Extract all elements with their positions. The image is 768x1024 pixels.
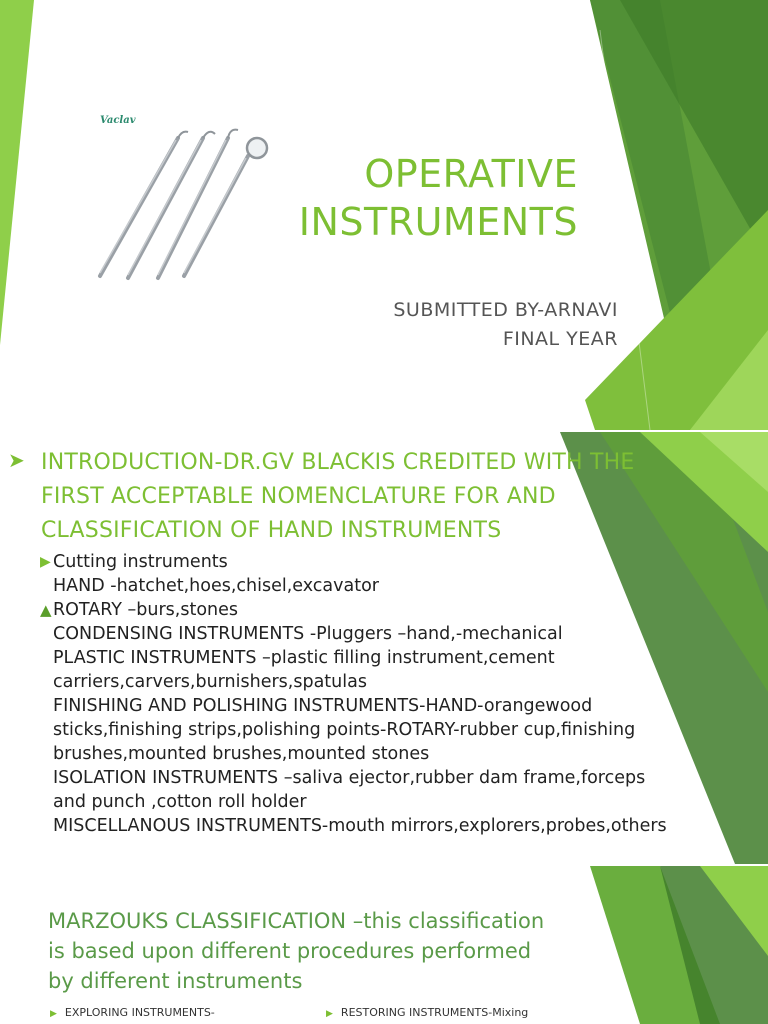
heading-line: FIRST ACCEPTABLE NOMENCLATURE FOR AND <box>41 484 556 509</box>
list-text: FINISHING AND POLISHING INSTRUMENTS-HAND-orangewood <box>53 696 593 716</box>
bullet-text: EXPLORING INSTRUMENTS- <box>64 1006 215 1019</box>
list-text: and punch ,cotton roll holder <box>53 792 307 812</box>
list-item <box>50 694 768 718</box>
dental-instruments-image <box>88 108 278 288</box>
list-text: Cutting instruments <box>53 552 228 572</box>
list-item <box>50 814 768 838</box>
list-item <box>50 766 768 790</box>
list-item <box>50 790 768 814</box>
intro-line: is based upon different procedures performed <box>48 939 532 963</box>
bullet-restoring <box>326 1006 528 1019</box>
list-item <box>50 646 768 670</box>
intro-line: by different instruments <box>48 969 303 993</box>
list-text: brushes,mounted brushes,mounted stones <box>53 744 430 764</box>
marzouk-classification-slide <box>0 866 768 1024</box>
list-item <box>50 718 768 742</box>
triangle-bullet-icon: ▶ <box>326 1009 333 1019</box>
instrument-list <box>40 550 768 838</box>
arrow-bullet-icon: ➤ <box>8 448 25 472</box>
title-slide <box>0 0 768 430</box>
list-text: CONDENSING INSTRUMENTS -Pluggers –hand,-mechanical <box>53 624 563 644</box>
introduction-slide <box>0 432 768 864</box>
list-text: ROTARY –burs,stones <box>53 600 239 620</box>
list-text: HAND -hatchet,hoes,chisel,excavator <box>53 576 379 596</box>
brand-logo: Vaclav <box>100 115 136 126</box>
list-item <box>40 550 768 574</box>
triangle-bullet-icon: ▲ <box>40 601 52 619</box>
triangle-bullet-icon: ▶ <box>50 1009 57 1019</box>
list-item <box>40 598 768 622</box>
intro-line: MARZOUKS CLASSIFICATION –this classification <box>48 909 545 933</box>
list-text: MISCELLANOUS INSTRUMENTS-mouth mirrors,explorers,probes,others <box>53 816 667 836</box>
submitted-by: SUBMITTED BY-ARNAVI <box>393 299 618 321</box>
list-item <box>50 574 768 598</box>
list-text: PLASTIC INSTRUMENTS –plastic filling instrument,cement <box>53 648 555 668</box>
list-item <box>50 742 768 766</box>
list-text: sticks,finishing strips,polishing points-ROTARY-rubber cup,finishing <box>53 720 636 740</box>
title-line: INSTRUMENTS <box>298 200 578 244</box>
list-item <box>50 670 768 694</box>
introduction-heading <box>8 446 728 548</box>
classification-intro <box>48 906 608 996</box>
bullet-text: RESTORING INSTRUMENTS-Mixing <box>340 1006 529 1019</box>
heading-line: CLASSIFICATION OF HAND INSTRUMENTS <box>41 518 502 543</box>
list-item <box>50 622 768 646</box>
list-text: carriers,carvers,burnishers,spatulas <box>53 672 367 692</box>
subtitle <box>393 296 618 354</box>
presentation-title <box>299 150 578 246</box>
title-line: OPERATIVE <box>364 152 578 196</box>
bullet-exploring <box>50 1006 215 1019</box>
heading-line: INTRODUCTION-DR.GV BLACKIS CREDITED WITH THE <box>41 450 635 475</box>
list-text: ISOLATION INSTRUMENTS –saliva ejector,rubber dam frame,forceps <box>53 768 646 788</box>
year-label: FINAL YEAR <box>502 328 618 350</box>
triangle-bullet-icon: ▶ <box>40 554 51 570</box>
